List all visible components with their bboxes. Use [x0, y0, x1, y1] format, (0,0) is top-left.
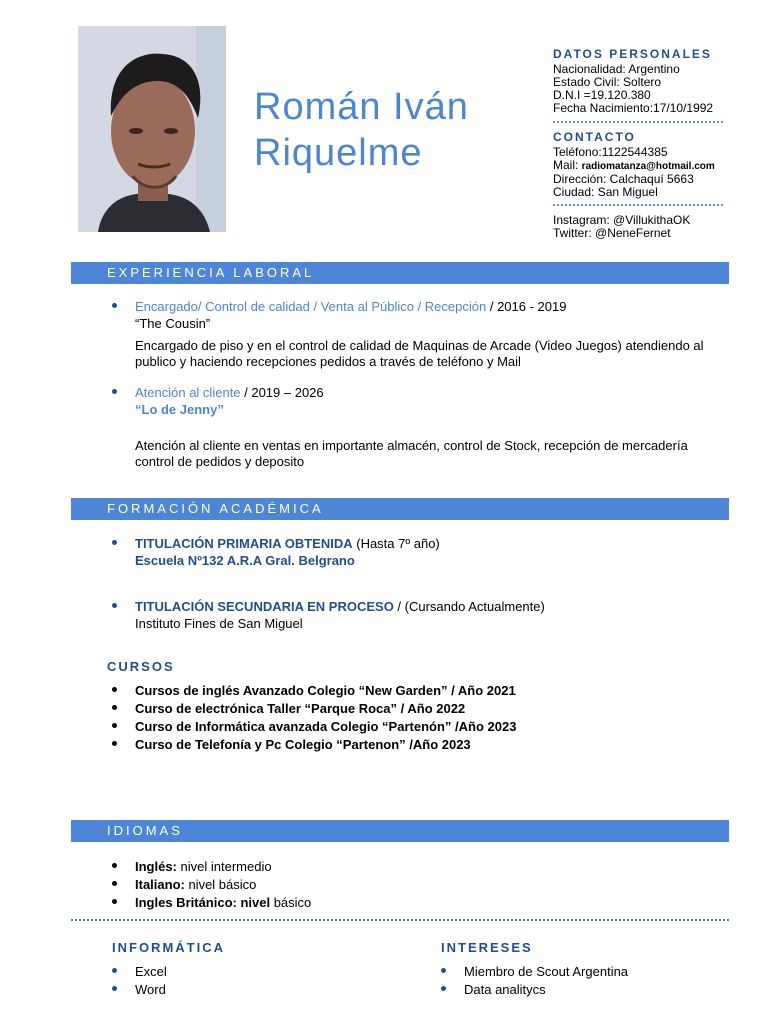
- interest-item: Miembro de Scout Argentina: [464, 964, 629, 979]
- language-name: Ingles Británico: nivel: [135, 895, 271, 910]
- education-item-2-title: [135, 599, 545, 615]
- job-period: / 2019 – 2026: [240, 385, 324, 400]
- candidate-name: [254, 84, 514, 176]
- divider: [553, 204, 723, 206]
- course-item: Curso de Informática avanzada Colegio “Partenón” /Año 2023: [135, 719, 517, 734]
- nationality: Nacionalidad: Argentino: [553, 62, 680, 76]
- job-company: “The Cousin”: [135, 316, 211, 331]
- civil-status: Estado Civil: Soltero: [553, 75, 662, 89]
- course-item: Cursos de inglés Avanzado Colegio “New Garden” / Año 2021: [135, 683, 516, 698]
- mail-link[interactable]: radiomatanza@hotmail.com: [581, 161, 715, 172]
- bullet: [112, 881, 117, 886]
- experience-item-2-title: [135, 385, 324, 401]
- degree-title: TITULACIÓN PRIMARIA OBTENIDA: [135, 536, 353, 551]
- contact-heading: CONTACTO: [553, 130, 636, 144]
- job-company: “Lo de Jenny”: [135, 402, 224, 417]
- experience-item-1-title: [135, 299, 566, 315]
- instagram: Instagram: @VillukithaOK: [553, 213, 691, 227]
- divider: [553, 121, 723, 123]
- job-description-line: Atención al cliente en ventas en importante almacén, control de Stock, recepción de mercadería: [135, 438, 688, 453]
- mail: [553, 159, 733, 173]
- computing-item: Word: [135, 982, 166, 997]
- bullet: [112, 303, 117, 308]
- bullet: [441, 986, 446, 991]
- education-heading: FORMACIÓN ACADÉMICA: [71, 498, 729, 520]
- experience-heading: EXPERIENCIA LABORAL: [71, 262, 729, 284]
- dni: D.N.I =19.120.380: [553, 88, 651, 102]
- bullet: [112, 899, 117, 904]
- degree-note: (Hasta 7º año): [352, 536, 440, 551]
- language-item: [135, 859, 272, 875]
- address: Dirección: Calchaquí 5663: [553, 172, 694, 186]
- course-item: Curso de Telefonía y Pc Colegio “Partenon” /Año 2023: [135, 737, 471, 752]
- bullet: [112, 863, 117, 868]
- interest-item: Data analitycs: [464, 982, 546, 997]
- birth-date: Fecha Nacimiento:17/10/1992: [553, 101, 714, 115]
- school-name: Escuela Nº132 A.R.A Gral. Belgrano: [135, 553, 355, 568]
- name-line-2: Riquelme: [254, 132, 423, 174]
- job-description-line: control de pedidos y deposito: [135, 454, 305, 469]
- job-period: / 2016 - 2019: [486, 299, 567, 314]
- courses-heading: CURSOS: [107, 659, 175, 674]
- language-item: [135, 895, 311, 911]
- job-description-line: Encargado de piso y en el control de calidad de Maquinas de Arcade (Video Juegos) atendiendo al: [135, 338, 704, 353]
- school-name: Instituto Fines de San Miguel: [135, 616, 303, 631]
- language-item: [135, 877, 256, 893]
- education-item-1-title: [135, 536, 440, 552]
- bullet: [112, 705, 117, 710]
- language-name: Italiano:: [135, 877, 185, 892]
- name-line-1: Román Iván: [254, 86, 469, 128]
- job-description-line: publico y haciendo recepciones pedidos a través de teléfono y Mail: [135, 354, 521, 369]
- degree-title: TITULACIÓN SECUNDARIA EN PROCESO: [135, 599, 394, 614]
- interests-heading: INTERESES: [441, 940, 533, 955]
- bullet: [112, 723, 117, 728]
- bullet: [112, 741, 117, 746]
- bullet: [112, 540, 117, 545]
- bullet: [112, 389, 117, 394]
- mail-label: Mail:: [553, 158, 582, 172]
- language-name: Inglés:: [135, 859, 177, 874]
- social-section: [553, 214, 733, 240]
- profile-photo: [78, 26, 226, 232]
- job-title: Encargado/ Control de calidad / Venta al Público / Recepción: [135, 299, 487, 314]
- computing-heading: INFORMÁTICA: [112, 940, 225, 955]
- course-item: Curso de electrónica Taller “Parque Roca” / Año 2022: [135, 701, 466, 716]
- bullet: [112, 687, 117, 692]
- degree-note: / (Cursando Actualmente): [393, 599, 545, 614]
- divider: [71, 919, 729, 921]
- language-level: básico: [270, 895, 312, 910]
- bullet: [112, 986, 117, 991]
- phone: Teléfono:1122544385: [553, 145, 668, 159]
- bullet: [441, 968, 446, 973]
- contact-section: [553, 131, 733, 199]
- bullet: [112, 968, 117, 973]
- job-title: Atención al cliente: [135, 385, 241, 400]
- languages-heading: IDIOMAS: [71, 820, 729, 842]
- personal-data-heading: DATOS PERSONALES: [553, 47, 712, 61]
- language-level: nivel intermedio: [176, 859, 272, 874]
- language-level: nivel básico: [184, 877, 257, 892]
- bullet: [112, 603, 117, 608]
- twitter: Twitter: @NeneFernet: [553, 226, 671, 240]
- city: Ciudad: San Miguel: [553, 185, 658, 199]
- computing-item: Excel: [135, 964, 167, 979]
- personal-data-section: [553, 48, 733, 115]
